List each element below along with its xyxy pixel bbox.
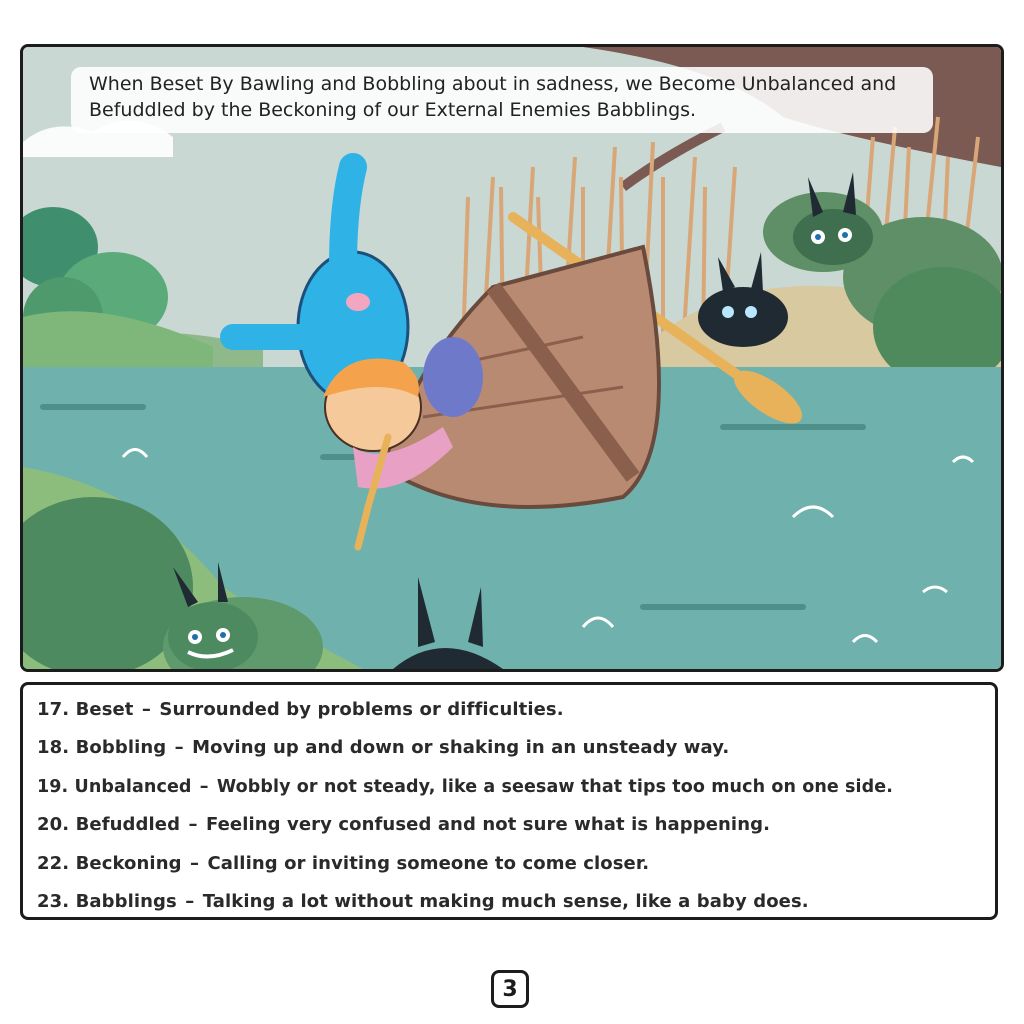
glossary-term: Babblings <box>75 891 177 913</box>
glossary-number: 17. <box>37 699 70 720</box>
glossary-item: 18. Bobbling – Moving up and down or shaking in an unsteady way. <box>37 737 730 759</box>
vocabulary-glossary <box>20 682 998 920</box>
glossary-item: 17. Beset – Surrounded by problems or difficulties. <box>37 699 564 720</box>
glossary-definition: Calling or inviting someone to come closer. <box>207 852 650 874</box>
glossary-number: 19. <box>37 776 69 797</box>
river-scene-illustration <box>23 47 1001 669</box>
glossary-item: 23. Babblings – Talking a lot without making much sense, like a baby does. <box>37 891 809 913</box>
page-number: 3 <box>491 970 529 1008</box>
glossary-number: 22. <box>37 852 70 874</box>
glossary-definition: Wobbly or not steady, like a seesaw that tips too much on one side. <box>216 776 893 797</box>
glossary-term: Bobbling <box>75 737 167 759</box>
glossary-number: 20. <box>37 814 70 836</box>
glossary-term: Befuddled <box>75 814 181 836</box>
glossary-definition: Talking a lot without making much sense, like a baby does. <box>202 891 809 913</box>
glossary-definition: Surrounded by problems or difficulties. <box>159 699 564 720</box>
glossary-term: Beckoning <box>75 852 182 874</box>
illustration-panel <box>20 44 1004 672</box>
glossary-term: Beset <box>75 699 134 720</box>
caption-line-1: When Beset By Bawling and Bobbling about in sadness, we Become Unbalanced and <box>89 73 897 95</box>
glossary-term: Unbalanced <box>74 776 192 797</box>
glossary-definition: Moving up and down or shaking in an unsteady way. <box>192 737 730 759</box>
glossary-item: 22. Beckoning – Calling or inviting someone to come closer. <box>37 852 650 874</box>
glossary-definition: Feeling very confused and not sure what is happening. <box>205 814 771 836</box>
glossary-number: 18. <box>37 737 70 759</box>
glossary-number: 23. <box>37 891 70 913</box>
story-caption <box>71 67 933 133</box>
caption-line-2: Befuddled by the Beckoning of our External Enemies Babblings. <box>89 99 697 121</box>
glossary-item: 20. Befuddled – Feeling very confused and not sure what is happening. <box>37 814 771 836</box>
glossary-item: 19. Unbalanced – Wobbly or not steady, like a seesaw that tips too much on one side. <box>37 776 893 797</box>
